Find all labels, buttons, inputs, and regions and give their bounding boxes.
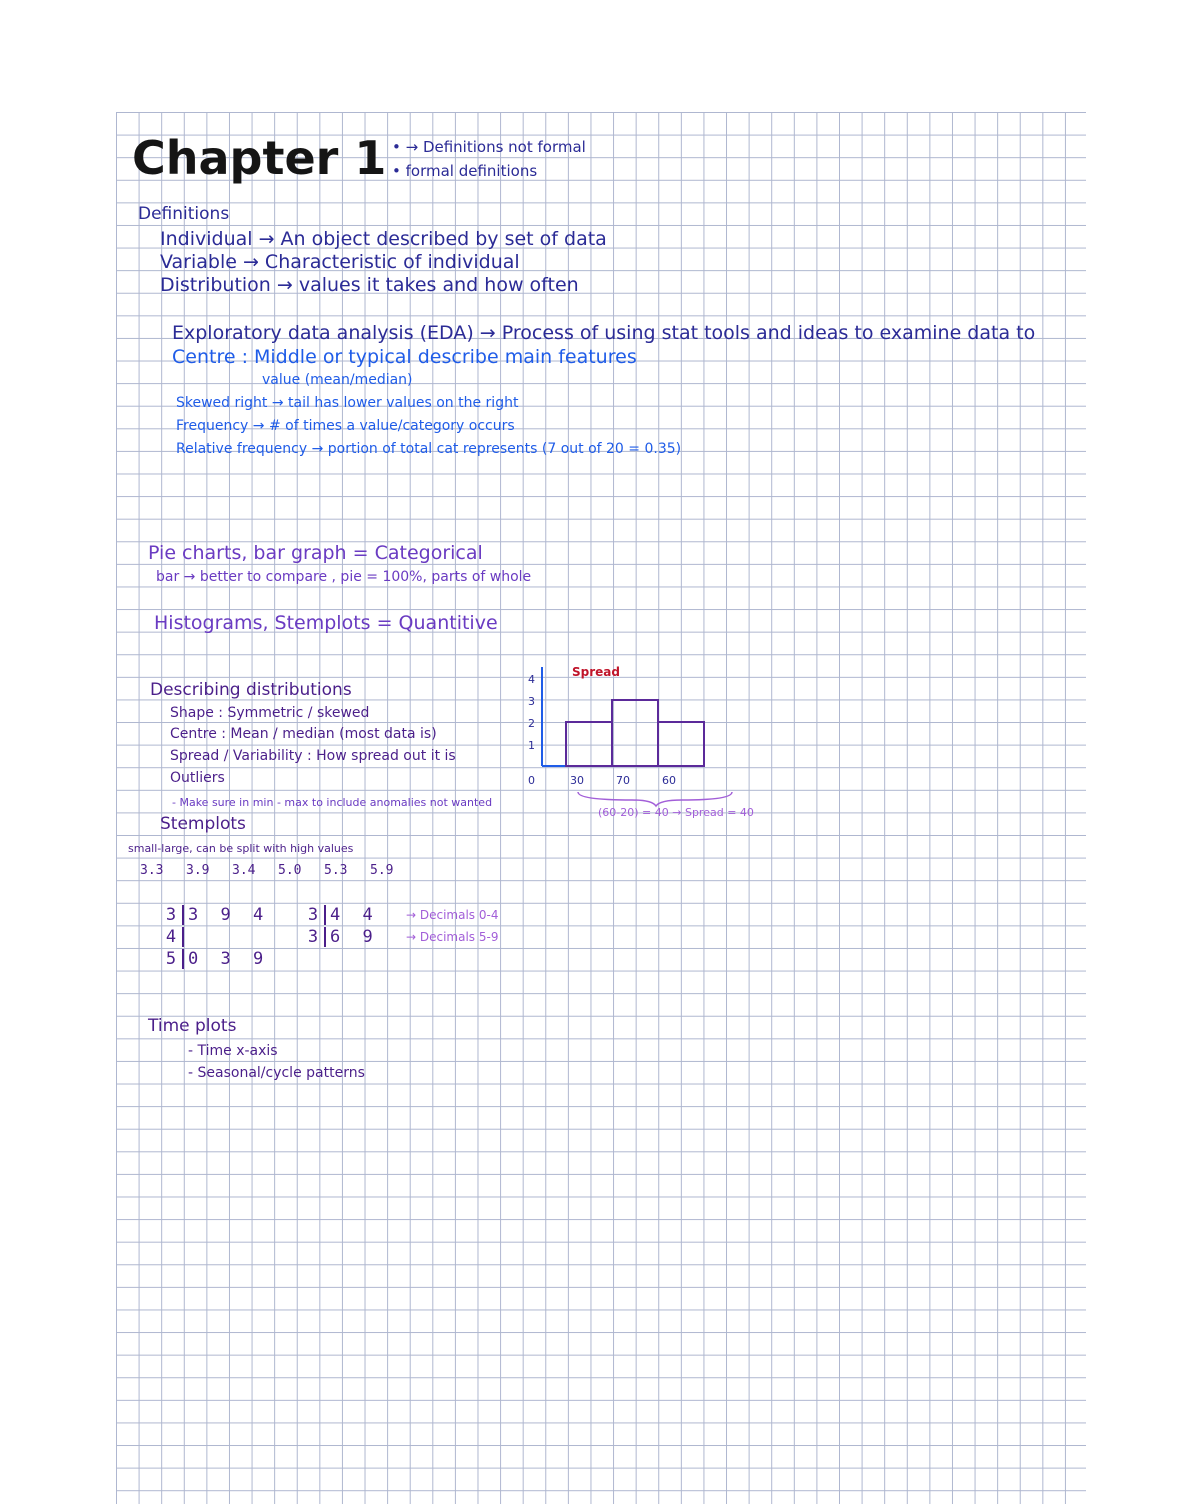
stemplot-row — [164, 926, 269, 948]
describing-line: Shape : Symmetric / skewed — [170, 705, 370, 721]
stem-value: 3 — [307, 927, 319, 947]
definitions-heading: Definitions — [138, 204, 230, 224]
stemplot-table-a — [164, 904, 269, 970]
x-tick-label: 60 — [662, 774, 676, 787]
raw-value: 5.9 — [370, 863, 394, 878]
stem-value: 5 — [165, 949, 177, 969]
stemplots-subnote: small-large, can be split with high values — [128, 842, 354, 855]
y-tick-label: 3 — [528, 695, 535, 708]
stemplot-raw-values — [140, 864, 416, 877]
describing-line: Spread / Variability : How spread out it is — [170, 748, 456, 764]
x-tick-label: 30 — [570, 774, 584, 787]
eda-line: value (mean/median) — [262, 372, 413, 388]
stem-divider — [182, 927, 184, 947]
stem-value: 4 — [165, 927, 177, 947]
chart-title: Spread — [572, 664, 620, 679]
header-note-1: • → Definitions not formal — [392, 138, 586, 156]
spread-annotation: (60-20) = 40 → Spread = 40 — [598, 806, 754, 818]
timeplots-heading: Time plots — [148, 1016, 237, 1036]
y-tick-label: 4 — [528, 673, 535, 686]
raw-value: 3.9 — [186, 863, 210, 878]
definition-line: Variable → Characteristic of individual — [160, 251, 520, 273]
y-tick-label: 2 — [528, 717, 535, 730]
leaf-values: 3 9 4 — [188, 905, 270, 925]
eda-line: Frequency → # of times a value/category occurs — [176, 418, 515, 434]
stem-value: 3 — [165, 905, 177, 925]
timeplots-line: - Time x-axis — [188, 1043, 278, 1059]
describing-line: Centre : Mean / median (most data is) — [170, 726, 437, 742]
stem-value: 3 — [307, 905, 319, 925]
x-tick-label: 70 — [616, 774, 630, 787]
stemplots-heading: Stemplots — [160, 814, 246, 834]
stem-divider — [324, 905, 326, 925]
header-note-2: • formal definitions — [392, 162, 538, 180]
raw-value: 3.3 — [140, 863, 164, 878]
describing-heading: Describing distributions — [150, 680, 352, 700]
raw-value: 5.0 — [278, 863, 302, 878]
describing-line: Outliers — [170, 770, 225, 786]
leaf-values: 0 3 9 — [188, 949, 270, 969]
graphs-line: Pie charts, bar graph = Categorical — [148, 542, 483, 564]
histogram-bar — [612, 700, 658, 766]
definition-line: Individual → An object described by set of data — [160, 228, 607, 250]
leaf-values: 4 4 — [330, 905, 379, 925]
stemplot-row — [306, 904, 498, 926]
stemplot-table-b — [306, 904, 498, 948]
eda-line: Relative frequency → portion of total cat represents (7 out of 20 = 0.35) — [176, 441, 682, 457]
stemplot-row — [164, 904, 269, 926]
leaf-values: 6 9 — [330, 927, 379, 947]
definition-line: Distribution → values it takes and how often — [160, 274, 579, 296]
histogram-bar — [566, 722, 612, 766]
describing-line: - Make sure in min - max to include anomalies not wanted — [172, 796, 493, 809]
spread-histogram — [512, 658, 802, 818]
stem-divider — [182, 905, 184, 925]
stem-divider — [182, 949, 184, 969]
eda-line: Skewed right → tail has lower values on the right — [176, 395, 519, 411]
stem-divider — [324, 927, 326, 947]
stemplot-note: → Decimals 5-9 — [406, 930, 499, 944]
stemplot-row — [306, 926, 498, 948]
page-title: Chapter 1 — [132, 131, 387, 185]
stemplot-row — [164, 948, 269, 970]
stemplot-note: → Decimals 0-4 — [406, 908, 499, 922]
graphs-line: Histograms, Stemplots = Quantitive — [154, 612, 498, 634]
origin-label: 0 — [528, 774, 535, 787]
histogram-bar — [658, 722, 704, 766]
spread-brace — [578, 792, 732, 806]
graphs-line: bar → better to compare , pie = 100%, parts of whole — [156, 569, 532, 585]
raw-value: 5.3 — [324, 863, 348, 878]
eda-line: Centre : Middle or typical describe main features — [172, 346, 637, 368]
y-tick-label: 1 — [528, 739, 535, 752]
eda-line: Exploratory data analysis (EDA) → Process of using stat tools and ideas to examine data to — [172, 322, 1036, 344]
timeplots-line: - Seasonal/cycle patterns — [188, 1065, 365, 1081]
raw-value: 3.4 — [232, 863, 256, 878]
